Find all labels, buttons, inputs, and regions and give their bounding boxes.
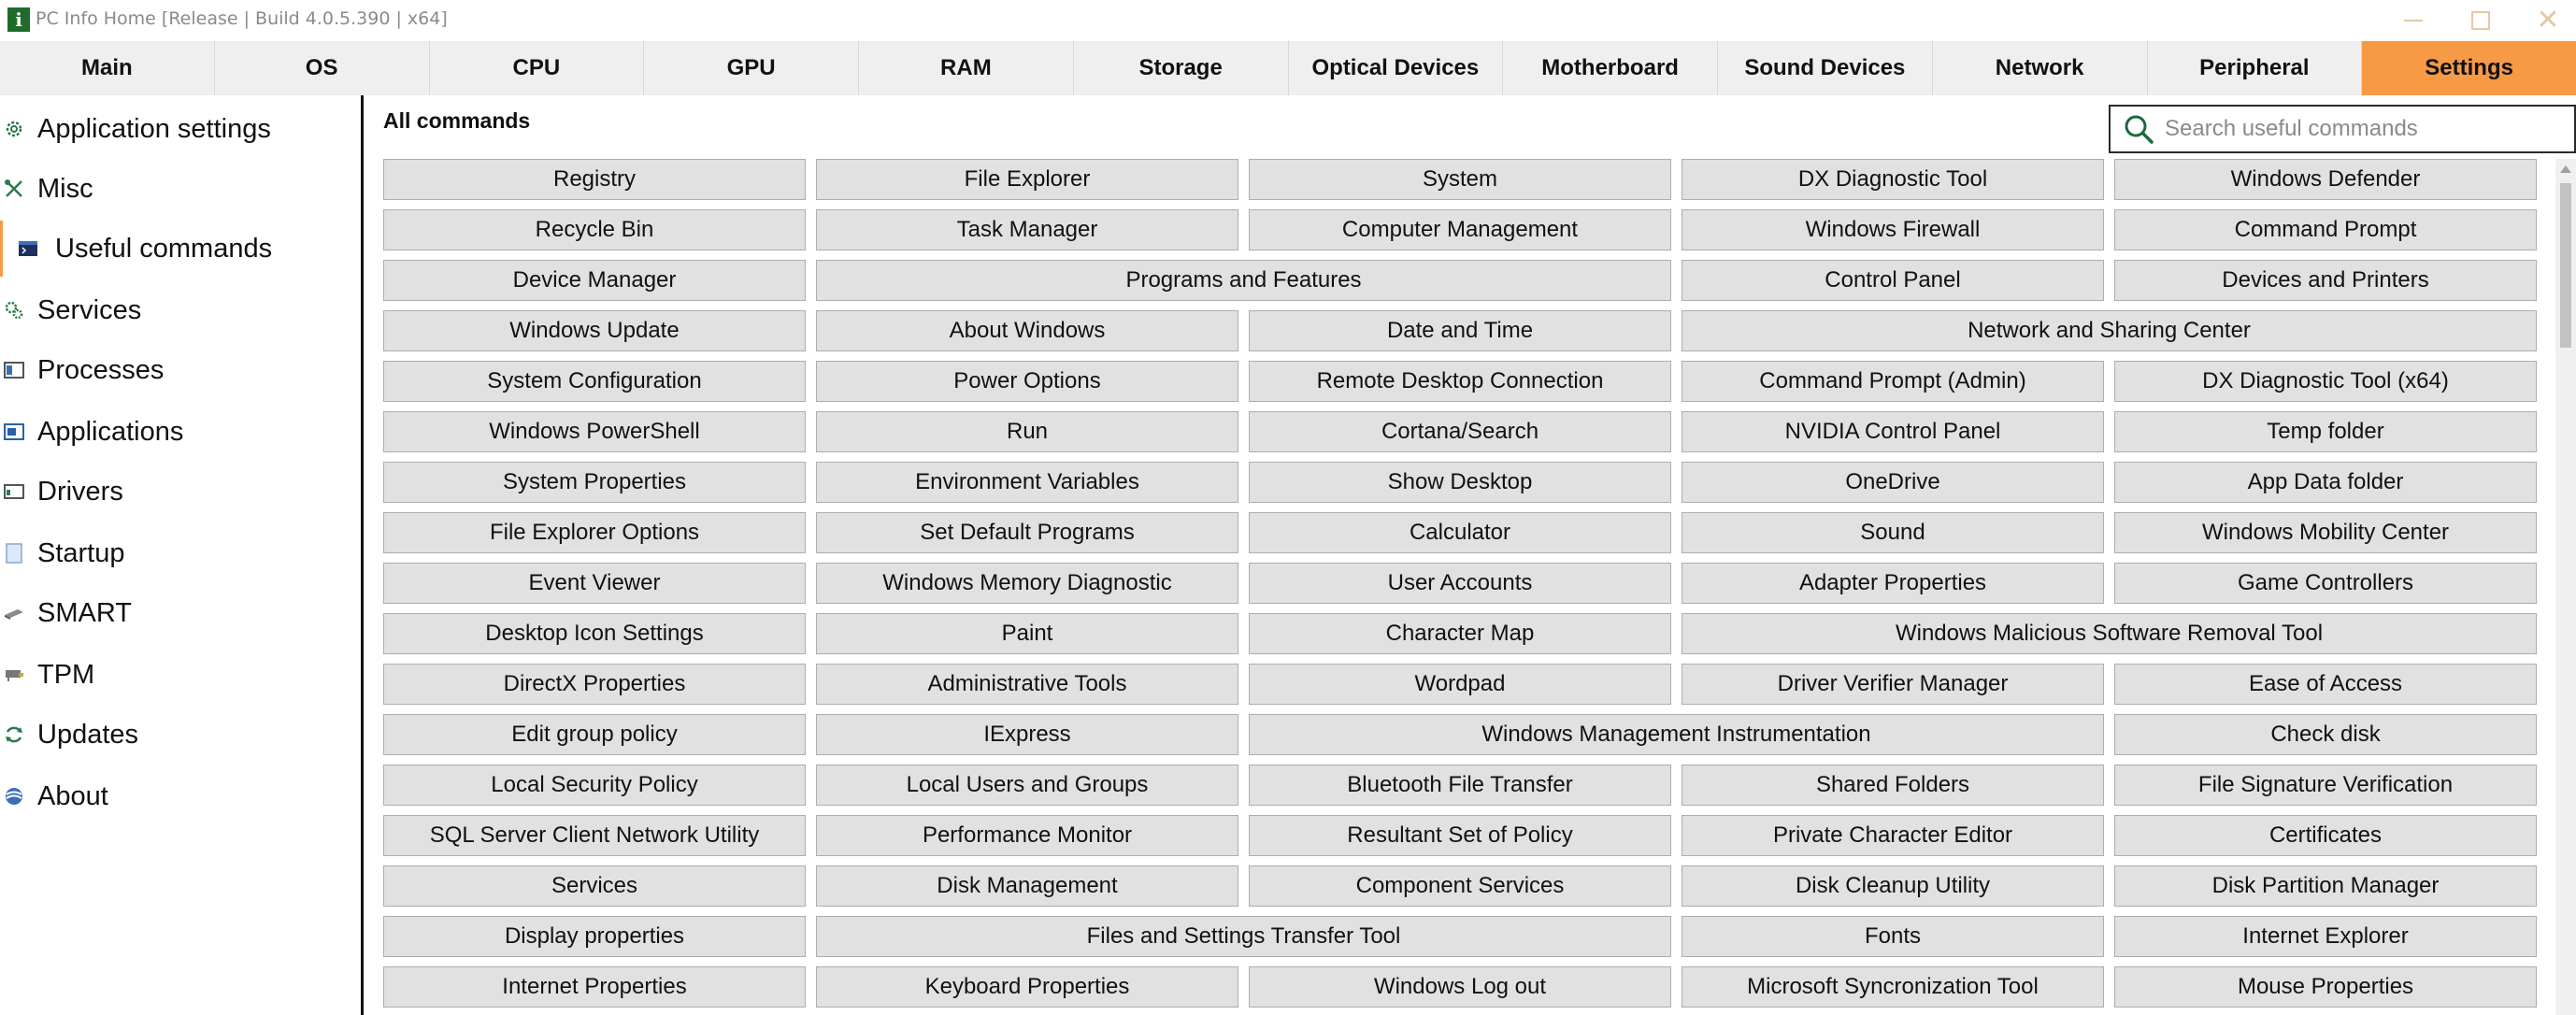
command-button-performance-monitor[interactable]: Performance Monitor — [816, 815, 1238, 856]
command-button-windows-memory-diagnostic[interactable]: Windows Memory Diagnostic — [816, 563, 1238, 604]
window-title: PC Info Home [Release | Build 4.0.5.390 | x64] — [36, 8, 448, 29]
page-icon — [4, 543, 24, 564]
sidebar-item-label: Useful commands — [55, 233, 273, 264]
command-button-command-prompt[interactable]: Command Prompt — [2114, 209, 2537, 250]
sidebar-item-startup[interactable] — [0, 525, 355, 581]
tab-motherboard[interactable]: Motherboard — [1503, 41, 1718, 95]
command-button-shared-folders[interactable]: Shared Folders — [1682, 765, 2104, 806]
command-button-directx-properties[interactable]: DirectX Properties — [383, 664, 806, 705]
command-button-task-manager[interactable]: Task Manager — [816, 209, 1238, 250]
command-button-devices-and-printers[interactable]: Devices and Printers — [2114, 260, 2537, 301]
command-button-internet-properties[interactable]: Internet Properties — [383, 966, 806, 1008]
command-button-file-signature-verification[interactable]: File Signature Verification — [2114, 765, 2537, 806]
terminal-icon — [18, 238, 38, 259]
sidebar-item-label: Drivers — [37, 476, 123, 507]
tab-peripheral[interactable]: Peripheral — [2148, 41, 2363, 95]
driver-icon — [4, 481, 24, 502]
command-button-calculator[interactable]: Calculator — [1249, 512, 1671, 553]
command-button-file-explorer[interactable]: File Explorer — [816, 159, 1238, 200]
command-button-temp-folder[interactable]: Temp folder — [2114, 411, 2537, 452]
command-button-system-configuration[interactable]: System Configuration — [383, 361, 806, 402]
tab-gpu[interactable]: GPU — [644, 41, 859, 95]
command-button-disk-cleanup-utility[interactable]: Disk Cleanup Utility — [1682, 865, 2104, 907]
sidebar-item-misc[interactable] — [0, 161, 355, 217]
command-button-dx-diagnostic-tool-x64[interactable]: DX Diagnostic Tool (x64) — [2114, 361, 2537, 402]
command-button-local-security-policy[interactable]: Local Security Policy — [383, 765, 806, 806]
command-button-windows-malicious-software-removal-tool[interactable]: Windows Malicious Software Removal Tool — [1682, 613, 2537, 654]
command-button-nvidia-control-panel[interactable]: NVIDIA Control Panel — [1682, 411, 2104, 452]
command-button-dx-diagnostic-tool[interactable]: DX Diagnostic Tool — [1682, 159, 2104, 200]
command-button-resultant-set-of-policy[interactable]: Resultant Set of Policy — [1249, 815, 1671, 856]
sidebar-item-application-settings[interactable] — [0, 101, 355, 157]
command-button-wordpad[interactable]: Wordpad — [1249, 664, 1671, 705]
command-button-edit-group-policy[interactable]: Edit group policy — [383, 714, 806, 755]
command-button-app-data-folder[interactable]: App Data folder — [2114, 462, 2537, 503]
sidebar-item-applications[interactable] — [0, 404, 355, 460]
sidebar-item-label: Services — [37, 294, 142, 325]
command-button-date-and-time[interactable]: Date and Time — [1249, 310, 1671, 351]
vertical-scrollbar[interactable] — [2555, 159, 2576, 1015]
command-button-iexpress[interactable]: IExpress — [816, 714, 1238, 755]
search-box[interactable] — [2109, 105, 2576, 153]
command-button-certificates[interactable]: Certificates — [2114, 815, 2537, 856]
tab-storage[interactable]: Storage — [1074, 41, 1289, 95]
command-button-services[interactable]: Services — [383, 865, 806, 907]
command-button-network-and-sharing-center[interactable]: Network and Sharing Center — [1682, 310, 2537, 351]
command-button-system-properties[interactable]: System Properties — [383, 462, 806, 503]
command-button-local-users-and-groups[interactable]: Local Users and Groups — [816, 765, 1238, 806]
command-button-ease-of-access[interactable]: Ease of Access — [2114, 664, 2537, 705]
command-button-component-services[interactable]: Component Services — [1249, 865, 1671, 907]
sidebar-item-useful-commands[interactable] — [0, 221, 355, 277]
command-button-paint[interactable]: Paint — [816, 613, 1238, 654]
command-button-driver-verifier-manager[interactable]: Driver Verifier Manager — [1682, 664, 2104, 705]
close-button[interactable] — [2514, 0, 2576, 41]
sidebar-divider — [361, 95, 364, 1015]
command-button-environment-variables[interactable]: Environment Variables — [816, 462, 1238, 503]
command-button-recycle-bin[interactable]: Recycle Bin — [383, 209, 806, 250]
sidebar-item-label: About — [37, 780, 108, 811]
chip-icon — [4, 665, 24, 685]
command-button-event-viewer[interactable]: Event Viewer — [383, 563, 806, 604]
sidebar-item-label: Updates — [37, 719, 139, 750]
gears-icon — [4, 300, 24, 321]
command-button-display-properties[interactable]: Display properties — [383, 916, 806, 957]
close-icon: ✕ — [2536, 4, 2560, 36]
command-button-windows-mobility-center[interactable]: Windows Mobility Center — [2114, 512, 2537, 553]
command-button-system[interactable]: System — [1249, 159, 1671, 200]
sidebar-item-smart[interactable] — [0, 585, 355, 641]
tab-os[interactable]: OS — [215, 41, 430, 95]
command-button-disk-management[interactable]: Disk Management — [816, 865, 1238, 907]
command-button-windows-management-instrumentation[interactable]: Windows Management Instrumentation — [1249, 714, 2104, 755]
command-button-internet-explorer[interactable]: Internet Explorer — [2114, 916, 2537, 957]
maximize-button[interactable] — [2447, 0, 2514, 41]
search-input[interactable] — [2165, 116, 2557, 142]
command-button-power-options[interactable]: Power Options — [816, 361, 1238, 402]
command-button-user-accounts[interactable]: User Accounts — [1249, 563, 1671, 604]
globe-icon — [4, 786, 24, 807]
command-button-windows-log-out[interactable]: Windows Log out — [1249, 966, 1671, 1008]
command-button-set-default-programs[interactable]: Set Default Programs — [816, 512, 1238, 553]
command-button-remote-desktop-connection[interactable]: Remote Desktop Connection — [1249, 361, 1671, 402]
sidebar-item-label: Startup — [37, 537, 125, 568]
sidebar-item-services[interactable] — [0, 282, 355, 338]
command-button-adapter-properties[interactable]: Adapter Properties — [1682, 563, 2104, 604]
sidebar-item-label: Application settings — [37, 113, 271, 144]
command-button-windows-firewall[interactable]: Windows Firewall — [1682, 209, 2104, 250]
section-heading: All commands — [383, 108, 531, 133]
tab-cpu[interactable]: CPU — [430, 41, 645, 95]
command-button-mouse-properties[interactable]: Mouse Properties — [2114, 966, 2537, 1008]
process-icon — [4, 360, 24, 380]
sidebar-item-updates[interactable] — [0, 707, 355, 763]
command-button-show-desktop[interactable]: Show Desktop — [1249, 462, 1671, 503]
tab-main[interactable]: Main — [0, 41, 215, 95]
title-bar — [0, 0, 2576, 41]
command-button-sound[interactable]: Sound — [1682, 512, 2104, 553]
disk-icon — [4, 603, 24, 623]
command-button-disk-partition-manager[interactable]: Disk Partition Manager — [2114, 865, 2537, 907]
command-button-windows-update[interactable]: Windows Update — [383, 310, 806, 351]
sidebar-item-label: Misc — [37, 173, 93, 204]
scroll-up-icon[interactable] — [2555, 159, 2576, 179]
command-button-registry[interactable]: Registry — [383, 159, 806, 200]
maximize-icon — [2471, 11, 2490, 30]
command-button-fonts[interactable]: Fonts — [1682, 916, 2104, 957]
main-tab-bar — [0, 41, 2576, 95]
sidebar-item-tpm[interactable] — [0, 647, 355, 703]
tools-icon — [4, 179, 24, 199]
command-button-run[interactable]: Run — [816, 411, 1238, 452]
command-button-check-disk[interactable]: Check disk — [2114, 714, 2537, 755]
sidebar-item-label: TPM — [37, 659, 95, 690]
command-button-windows-defender[interactable]: Windows Defender — [2114, 159, 2537, 200]
app-logo-icon: i — [7, 7, 30, 32]
command-button-administrative-tools[interactable]: Administrative Tools — [816, 664, 1238, 705]
command-button-onedrive[interactable]: OneDrive — [1682, 462, 2104, 503]
command-button-cortana-search[interactable]: Cortana/Search — [1249, 411, 1671, 452]
window-icon — [4, 422, 24, 442]
command-button-files-and-settings-transfer-tool[interactable]: Files and Settings Transfer Tool — [816, 916, 1671, 957]
sidebar-item-label: Processes — [37, 354, 165, 385]
command-button-programs-and-features[interactable]: Programs and Features — [816, 260, 1671, 301]
command-button-character-map[interactable]: Character Map — [1249, 613, 1671, 654]
sidebar-item-label: Applications — [37, 416, 184, 447]
sidebar-item-processes[interactable] — [0, 342, 355, 398]
tab-optical-devices[interactable]: Optical Devices — [1289, 41, 1504, 95]
search-icon — [2120, 110, 2157, 148]
command-button-windows-powershell[interactable]: Windows PowerShell — [383, 411, 806, 452]
command-button-about-windows[interactable]: About Windows — [816, 310, 1238, 351]
command-button-control-panel[interactable]: Control Panel — [1682, 260, 2104, 301]
settings-sidebar — [0, 95, 361, 1015]
command-button-desktop-icon-settings[interactable]: Desktop Icon Settings — [383, 613, 806, 654]
command-button-keyboard-properties[interactable]: Keyboard Properties — [816, 966, 1238, 1008]
command-button-game-controllers[interactable]: Game Controllers — [2114, 563, 2537, 604]
refresh-icon — [4, 724, 24, 745]
command-button-private-character-editor[interactable]: Private Character Editor — [1682, 815, 2104, 856]
gear-icon — [4, 119, 24, 139]
minimize-icon — [2404, 20, 2423, 21]
command-button-sql-server-client-network-utility[interactable]: SQL Server Client Network Utility — [383, 815, 806, 856]
command-button-computer-management[interactable]: Computer Management — [1249, 209, 1671, 250]
command-button-microsoft-syncronization-tool[interactable]: Microsoft Syncronization Tool — [1682, 966, 2104, 1008]
tab-settings[interactable]: Settings — [2362, 41, 2576, 95]
sidebar-item-about[interactable] — [0, 768, 355, 824]
command-button-bluetooth-file-transfer[interactable]: Bluetooth File Transfer — [1249, 765, 1671, 806]
command-button-device-manager[interactable]: Device Manager — [383, 260, 806, 301]
sidebar-item-label: SMART — [37, 597, 132, 628]
tab-sound-devices[interactable]: Sound Devices — [1718, 41, 1933, 95]
command-button-command-prompt-admin[interactable]: Command Prompt (Admin) — [1682, 361, 2104, 402]
sidebar-item-drivers[interactable] — [0, 464, 355, 520]
minimize-button[interactable] — [2380, 0, 2447, 41]
command-button-file-explorer-options[interactable]: File Explorer Options — [383, 512, 806, 553]
tab-ram[interactable]: RAM — [859, 41, 1074, 95]
scroll-thumb[interactable] — [2560, 183, 2571, 348]
tab-network[interactable]: Network — [1933, 41, 2148, 95]
